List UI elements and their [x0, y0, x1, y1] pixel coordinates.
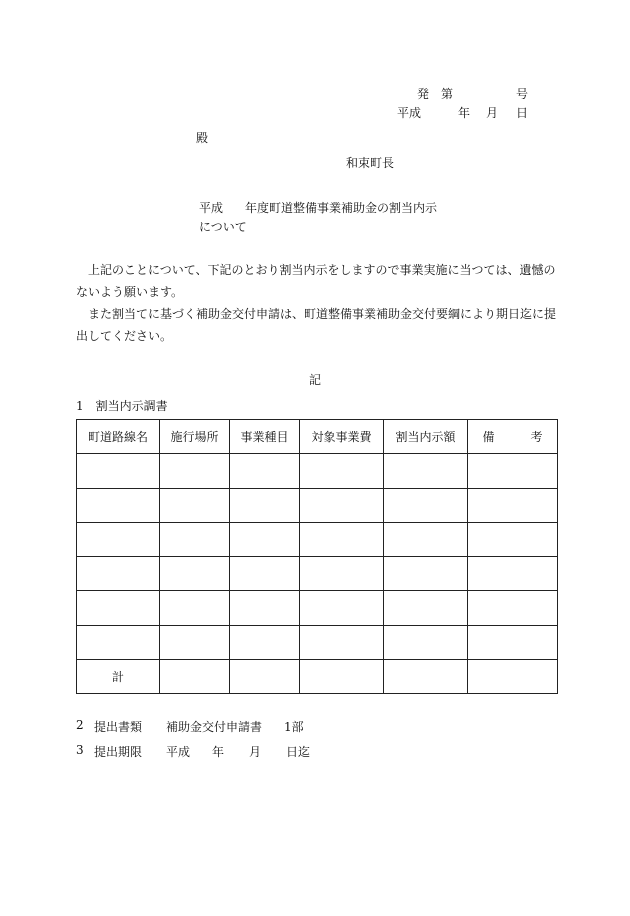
- table-row: [77, 454, 558, 488]
- section1-title: 1 割当内示調書: [76, 399, 168, 413]
- section3-day: 日迄: [286, 745, 311, 759]
- section3-month: 月: [249, 745, 262, 759]
- para2-line2: 出してください。: [76, 329, 173, 343]
- col-header: 割当内示額: [384, 420, 468, 454]
- section2-label: 提出書類: [94, 720, 143, 734]
- para1-line1: 上記のことについて、下記のとおり割当内示をしますので事業実施に当つては、遺憾の: [88, 263, 556, 277]
- col-header: 施行場所: [160, 420, 230, 454]
- para2-line1: また割当てに基づく補助金交付申請は、町道整備事業補助金交付要綱により期日迄に提: [88, 307, 557, 321]
- ki-heading: 記: [309, 373, 322, 387]
- date-year: 年: [458, 106, 471, 120]
- col-header: 対象事業費: [300, 420, 384, 454]
- subject-era: 平成: [199, 201, 224, 215]
- dai-label: 第: [441, 87, 454, 101]
- total-label: 計: [77, 659, 160, 693]
- section2-num: 2: [76, 718, 84, 732]
- section3-era: 平成: [166, 745, 191, 759]
- date-day: 日: [516, 106, 529, 120]
- section2-doc: 補助金交付申請書: [166, 720, 263, 734]
- table-row: [77, 522, 558, 556]
- col-header: 町道路線名: [77, 420, 160, 454]
- date-month: 月: [486, 106, 499, 120]
- col-header-biko: 備 考: [468, 420, 558, 454]
- sender: 和束町長: [346, 156, 395, 170]
- table-total-row: [77, 659, 558, 693]
- para1-line2: ないよう願います。: [76, 285, 184, 299]
- section3-num: 3: [76, 743, 84, 757]
- hatsu-label: 発: [417, 87, 430, 101]
- section3-year: 年: [212, 745, 225, 759]
- addressee: 殿: [196, 131, 209, 145]
- table-header-row: [77, 420, 558, 454]
- section3-label: 提出期限: [94, 745, 143, 759]
- subject-title: 年度町道整備事業補助金の割当内示: [245, 201, 438, 215]
- table-row: [77, 625, 558, 659]
- table-row: [77, 488, 558, 522]
- table-row: [77, 557, 558, 591]
- table-row: [77, 591, 558, 625]
- allocation-table: [76, 419, 558, 694]
- subject-line2: について: [199, 220, 247, 234]
- col-header: 事業種目: [230, 420, 300, 454]
- section2-qty: 1部: [284, 720, 304, 734]
- body-text: [76, 259, 558, 347]
- date-era: 平成: [397, 106, 422, 120]
- gou-label: 号: [516, 87, 529, 101]
